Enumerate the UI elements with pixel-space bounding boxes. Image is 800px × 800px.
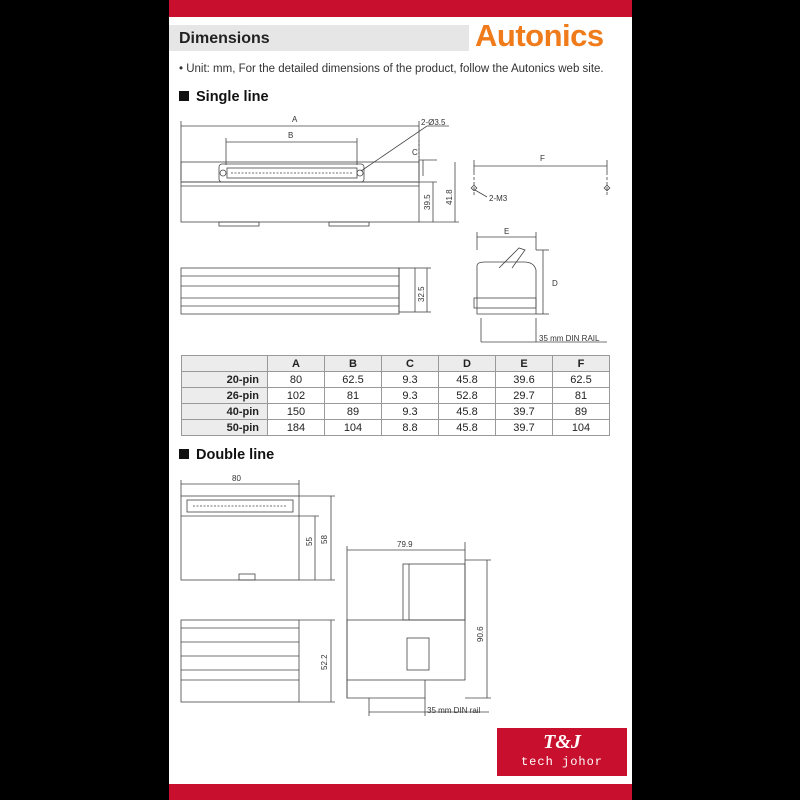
table-cell: 45.8 [439, 404, 496, 420]
table-cell: 81 [553, 388, 610, 404]
front-view [181, 121, 459, 226]
bottom-red-bar [169, 784, 632, 800]
side-view [471, 160, 610, 342]
table-corner [182, 356, 268, 372]
section-double-line [179, 447, 274, 463]
dim-a-label: A [292, 115, 298, 124]
table-cell: 9.3 [382, 372, 439, 388]
table-cell: 89 [325, 404, 382, 420]
table-cell: 102 [268, 388, 325, 404]
dim-c-label: C [412, 148, 418, 157]
dim-55-label: 55 [305, 537, 314, 546]
hole-callout: 2-Ø3.5 [421, 118, 446, 127]
table-cell: 8.8 [382, 420, 439, 436]
dim-41-8-label: 41.8 [445, 189, 454, 205]
table-cell: 39.6 [496, 372, 553, 388]
dim-79-9-label: 79.9 [397, 540, 413, 549]
table-cell: 9.3 [382, 404, 439, 420]
section-heading: Single line [196, 89, 269, 105]
single-line-dimension-labels [288, 115, 600, 343]
section-heading: Double line [196, 447, 275, 463]
row-label: 40-pin [182, 404, 268, 420]
table-cell: 104 [553, 420, 610, 436]
table-cell: 39.7 [496, 404, 553, 420]
single-line-drawing [169, 0, 632, 355]
din-rail-label: 35 mm DIN rail [427, 706, 481, 715]
table-row [182, 420, 610, 436]
table-cell: 89 [553, 404, 610, 420]
dim-39-5-label: 39.5 [423, 194, 432, 210]
table-cell: 62.5 [553, 372, 610, 388]
table-cell: 104 [325, 420, 382, 436]
dim-32-5-label: 32.5 [417, 286, 426, 302]
dim-90-6-label: 90.6 [476, 626, 485, 642]
watermark-logo [497, 728, 627, 776]
square-bullet-icon [179, 449, 189, 459]
unit-note: • Unit: mm, For the detailed dimensions of the product, follow the Autonics web site. [179, 63, 604, 75]
table-row [182, 388, 610, 404]
datasheet-page [169, 0, 632, 800]
row-label: 50-pin [182, 420, 268, 436]
double-top-view [181, 620, 335, 702]
dim-e-label: E [504, 227, 510, 236]
col-f-header: F [553, 356, 610, 372]
double-line-dimension-labels [232, 474, 485, 715]
table-cell: 184 [268, 420, 325, 436]
table-cell: 62.5 [325, 372, 382, 388]
dimensions-table [181, 355, 610, 436]
dim-52-2-label: 52.2 [320, 654, 329, 670]
table-cell: 52.8 [439, 388, 496, 404]
col-c-header: C [382, 356, 439, 372]
page-title: Dimensions [179, 30, 270, 47]
dim-d-label: D [552, 279, 558, 288]
watermark-subtitle: tech johor [520, 755, 603, 769]
table-row [182, 404, 610, 420]
dim-b-label: B [288, 131, 294, 140]
table-row [182, 372, 610, 388]
row-label: 26-pin [182, 388, 268, 404]
table-header-row [182, 356, 610, 372]
col-b-header: B [325, 356, 382, 372]
double-side-view [347, 542, 491, 716]
table-cell: 150 [268, 404, 325, 420]
table-cell: 80 [268, 372, 325, 388]
col-e-header: E [496, 356, 553, 372]
col-d-header: D [439, 356, 496, 372]
dim-80-label: 80 [232, 474, 241, 483]
din-rail-label: 35 mm DIN RAIL [539, 334, 600, 343]
top-view [181, 268, 431, 314]
table-cell: 81 [325, 388, 382, 404]
m3-callout: 2-M3 [489, 194, 508, 203]
watermark-name: T&J [543, 731, 581, 753]
double-front-view [181, 480, 335, 580]
table-cell: 29.7 [496, 388, 553, 404]
double-line-drawing [169, 470, 632, 720]
row-label: 20-pin [182, 372, 268, 388]
table-cell: 45.8 [439, 420, 496, 436]
dim-f-label: F [540, 154, 545, 163]
dim-58-label: 58 [320, 535, 329, 544]
table-cell: 39.7 [496, 420, 553, 436]
brand-logo: Autonics [475, 18, 604, 53]
col-a-header: A [268, 356, 325, 372]
table-cell: 9.3 [382, 388, 439, 404]
table-cell: 45.8 [439, 372, 496, 388]
